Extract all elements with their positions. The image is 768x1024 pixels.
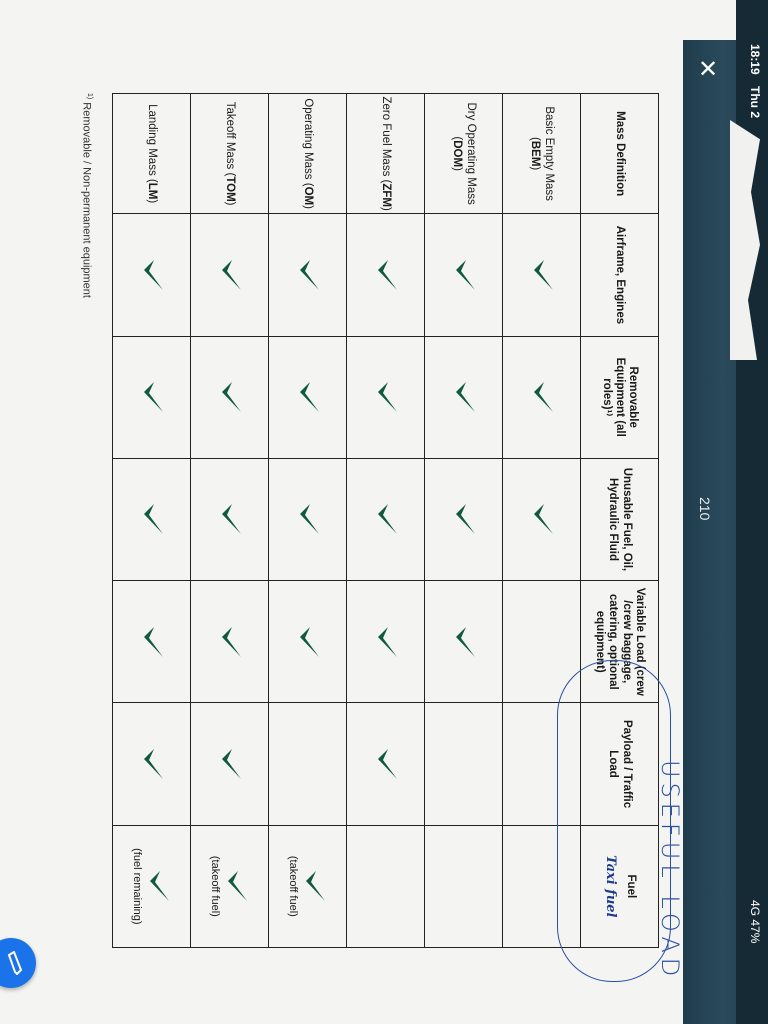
row-label-text: Basic Empty Mass [543, 106, 556, 201]
table-cell [269, 214, 347, 336]
checkmark-icon [527, 502, 556, 536]
checkmark-icon [143, 869, 172, 903]
table-cell [347, 336, 425, 458]
table-cell [347, 581, 425, 703]
checkmark-icon [371, 258, 400, 292]
checkmark-icon [293, 380, 322, 414]
checkmark-icon [449, 502, 478, 536]
row-label: Dry Operating Mass (DOM) [425, 94, 503, 214]
checkmark-icon [137, 502, 166, 536]
row-label: Zero Fuel Mass (ZFM) [347, 94, 425, 214]
row-label-text: Operating Mass [302, 98, 315, 180]
status-day: Thu 2 [748, 86, 762, 118]
table-cell [347, 703, 425, 825]
checkmark-icon [293, 258, 322, 292]
close-icon: ✕ [697, 56, 719, 83]
checkmark-icon [527, 258, 556, 292]
checkmark-icon [221, 869, 250, 903]
row-abbreviation: LM [146, 182, 159, 200]
pencil-icon [6, 951, 24, 975]
checkmark-icon [293, 502, 322, 536]
table-cell [269, 336, 347, 458]
checkmark-icon [215, 380, 244, 414]
table-cell [191, 336, 269, 458]
table-cell [269, 703, 347, 825]
row-label-text: Landing Mass [146, 104, 159, 176]
table-cell [113, 336, 191, 458]
table-cell [347, 825, 425, 947]
table-cell [191, 214, 269, 336]
checkmark-icon [371, 502, 400, 536]
row-label: Takeoff Mass (TOM) [191, 94, 269, 214]
checkmark-icon [137, 380, 166, 414]
checkmark-icon [527, 380, 556, 414]
row-abbreviation: ZFM [380, 183, 393, 207]
table-cell [425, 581, 503, 703]
fuel-note: (takeoff fuel) [287, 855, 299, 917]
checkmark-icon [137, 258, 166, 292]
useful-load-text: USEFUL LOAD [656, 760, 684, 982]
table-cell [191, 703, 269, 825]
table-cell [191, 825, 269, 947]
footnote-text: Removable / Non-permanent equipment [80, 102, 93, 298]
status-signal: 4G 47% [748, 900, 762, 944]
table-cell [503, 336, 581, 458]
table-row [113, 94, 191, 948]
checkmark-icon [371, 380, 400, 414]
fuel-header-text: Fuel [624, 874, 637, 899]
row-abbreviation: BEM [529, 140, 542, 167]
checkmark-icon [215, 502, 244, 536]
table-cell [113, 825, 191, 947]
table-cell [113, 581, 191, 703]
checkmark-icon [293, 625, 322, 659]
table-row [269, 94, 347, 948]
column-header-variable-load: Variable Load (crew /crew baggage, catering, optional equipment) [581, 581, 659, 703]
checkmark-icon [371, 625, 400, 659]
table-row [425, 94, 503, 948]
fuel-note: (takeoff fuel) [209, 855, 221, 917]
footnote [80, 93, 93, 298]
table-cell [425, 825, 503, 947]
status-time: 18:19 [748, 44, 762, 75]
row-abbreviation: DOM [451, 140, 464, 168]
column-header-removable-equipment: Removable Equipment (all roles)¹⁾ [581, 336, 659, 458]
checkmark-icon [449, 625, 478, 659]
checkmark-icon [137, 747, 166, 781]
table-cell [425, 214, 503, 336]
checkmark-icon [449, 380, 478, 414]
page-number: 210 [697, 497, 713, 521]
table-cell [425, 336, 503, 458]
table-cell [347, 458, 425, 580]
table-cell [269, 581, 347, 703]
table-cell [113, 703, 191, 825]
table-cell [269, 458, 347, 580]
close-button[interactable] [690, 52, 726, 88]
checkmark-icon [371, 747, 400, 781]
table-cell [113, 458, 191, 580]
table-cell [347, 214, 425, 336]
column-header-unusable-fuel: Unusable Fuel, Oil, Hydraulic Fluid [581, 458, 659, 580]
column-header-airframe-engines: Airframe, Engines [581, 214, 659, 336]
table-cell [191, 458, 269, 580]
checkmark-icon [215, 747, 244, 781]
column-header-payload: Payload / Traffic Load [581, 703, 659, 825]
table-row [191, 94, 269, 948]
checkmark-icon [299, 869, 328, 903]
table-cell [269, 825, 347, 947]
checkmark-icon [215, 625, 244, 659]
handwritten-taxi-fuel: Taxi fuel [603, 855, 619, 918]
checkmark-icon [137, 625, 166, 659]
fuel-note: (fuel remaining) [131, 848, 143, 925]
row-label: Basic Empty Mass (BEM) [503, 94, 581, 214]
row-abbreviation: OM [302, 186, 315, 206]
table-row [347, 94, 425, 948]
edit-button[interactable] [0, 938, 36, 988]
row-label: Operating Mass (OM) [269, 94, 347, 214]
table-cell [113, 214, 191, 336]
table-cell [191, 581, 269, 703]
checkmark-icon [449, 258, 478, 292]
row-label-text: Dry Operating Mass [465, 102, 478, 205]
handwritten-useful-load [648, 760, 688, 990]
row-label: Landing Mass (LM) [113, 94, 191, 214]
column-header-mass-definition: Mass Definition [581, 94, 659, 214]
table-cell [503, 214, 581, 336]
row-label-text: Takeoff Mass [224, 101, 237, 170]
table-cell [425, 458, 503, 580]
table-cell [503, 458, 581, 580]
checkmark-icon [215, 258, 244, 292]
table-cell [425, 703, 503, 825]
page-indicator [690, 492, 720, 532]
row-label-text: Zero Fuel Mass [380, 96, 393, 177]
row-abbreviation: TOM [224, 176, 237, 202]
footnote-marker: 1) [86, 93, 93, 100]
